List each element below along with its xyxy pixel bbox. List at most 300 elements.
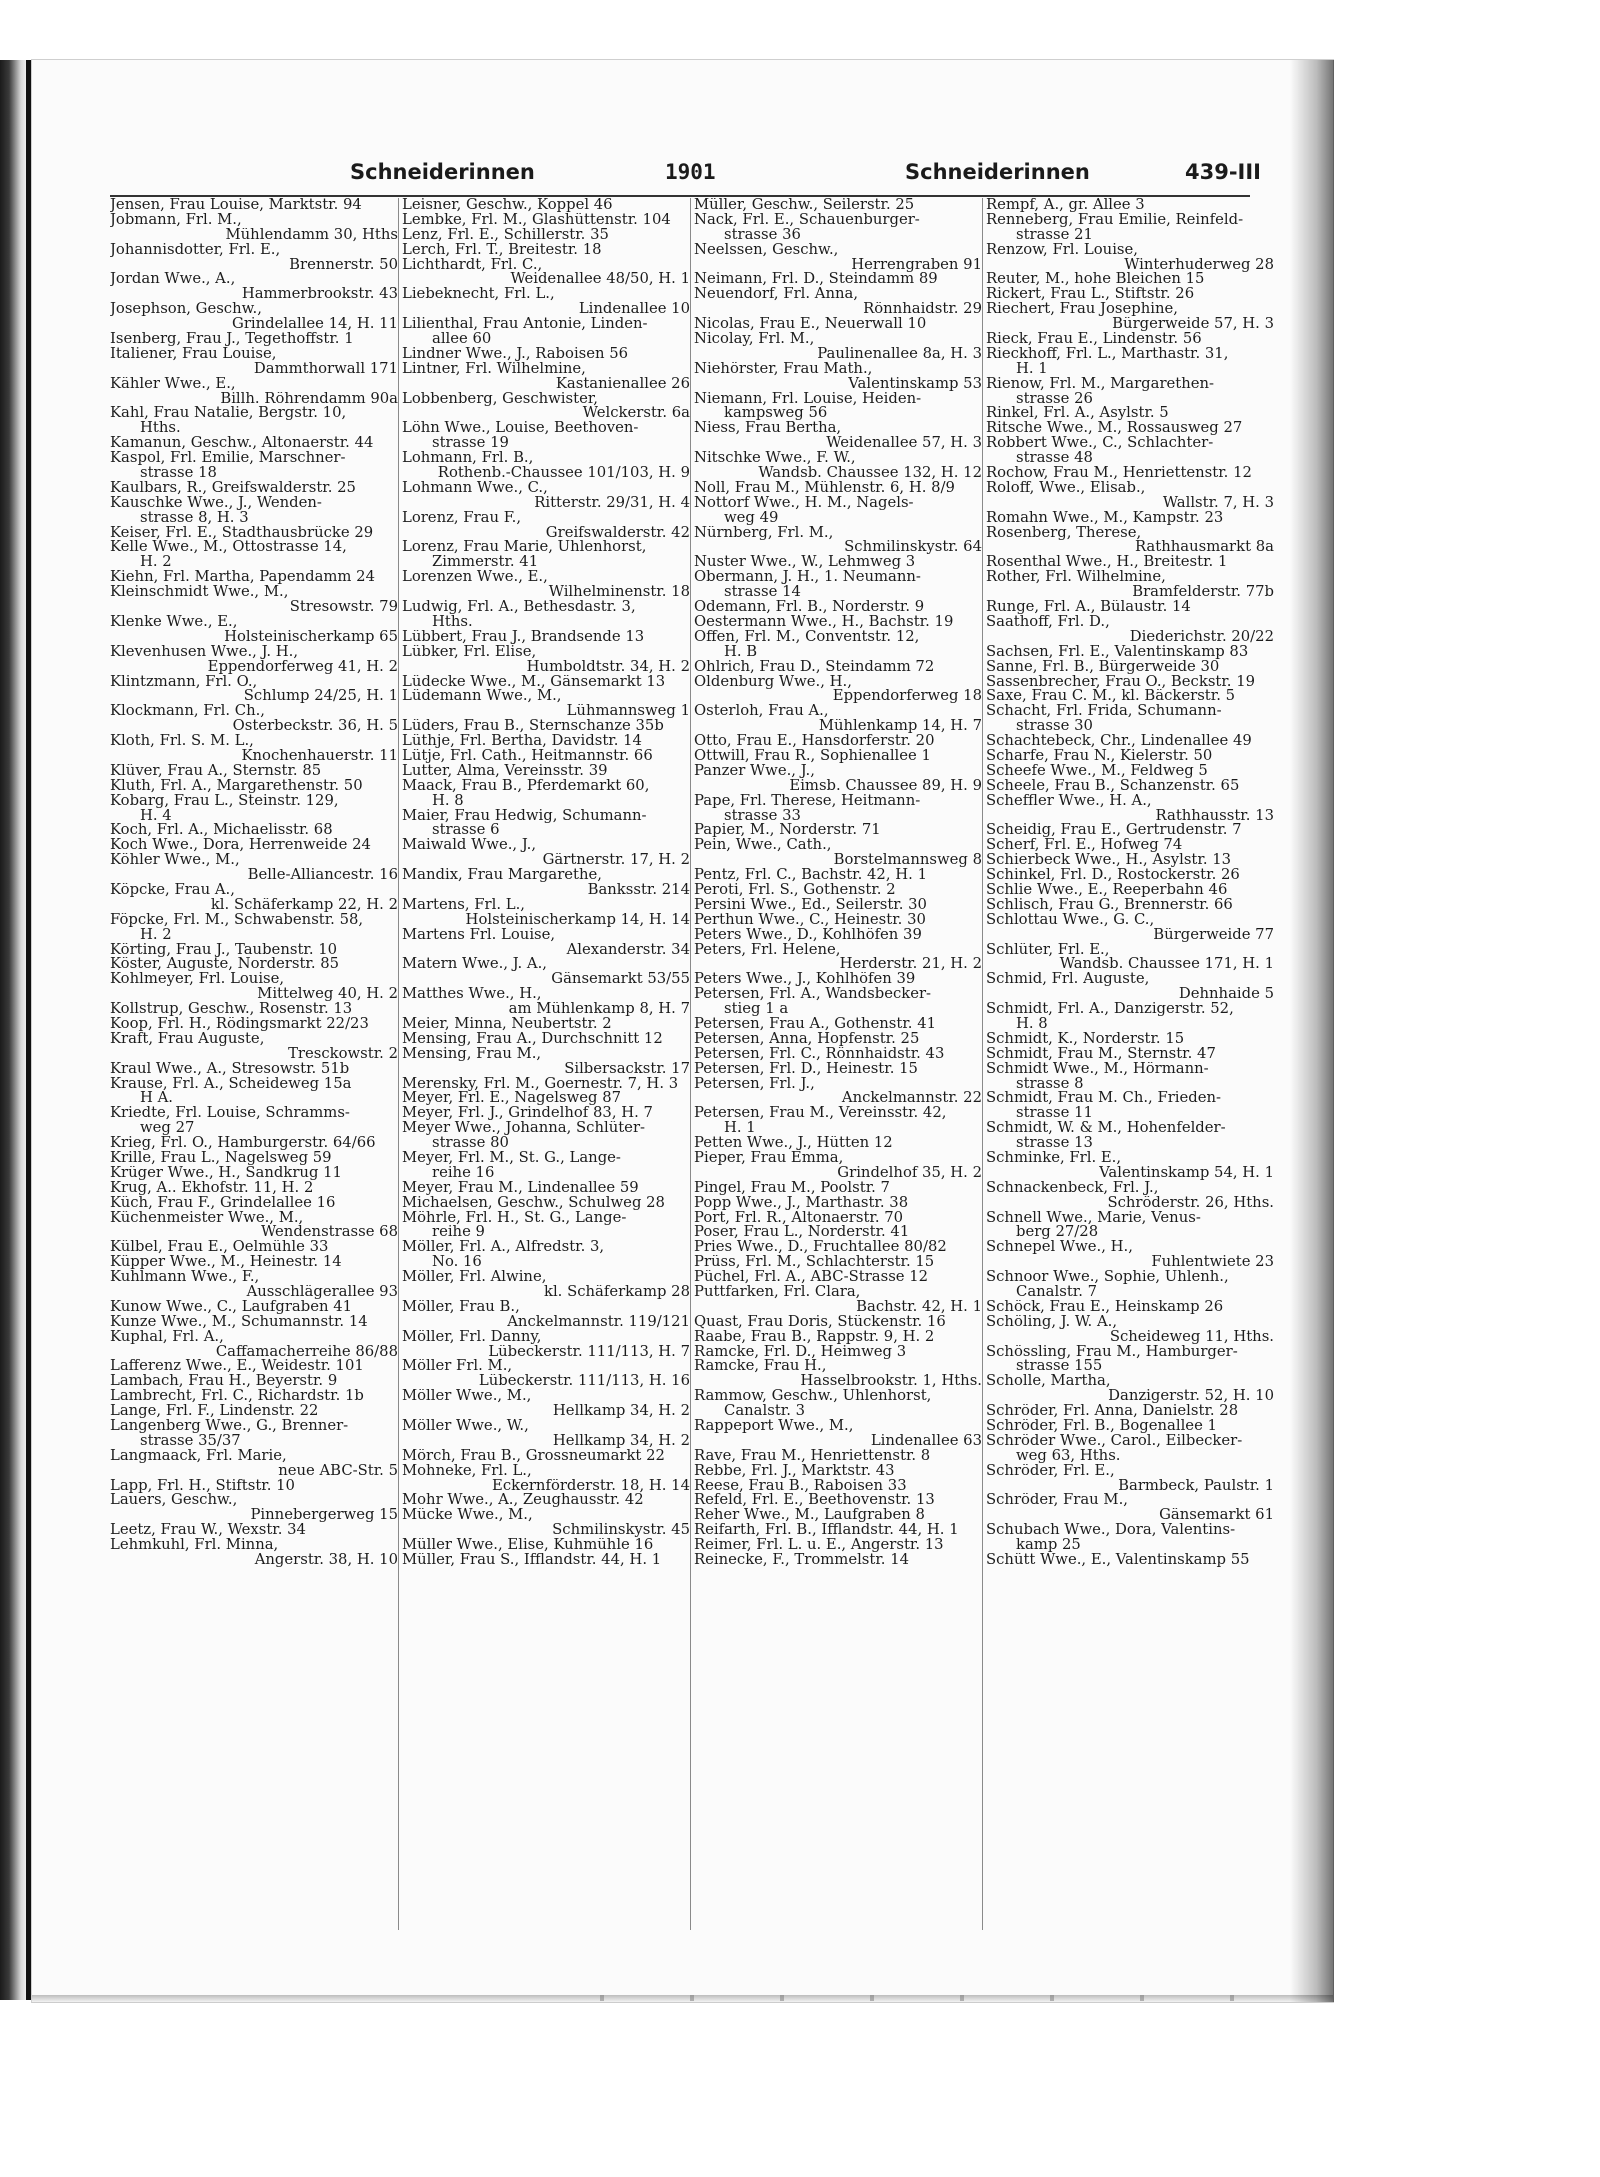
directory-entry-continuation: Alexanderstr. 34 bbox=[566, 942, 690, 958]
directory-entry: Scheidig, Frau E., Gertrudenstr. 7 bbox=[986, 823, 1242, 839]
directory-entry: Kaulbars, R., Greifswalderstr. 25 bbox=[110, 480, 356, 496]
directory-entry: Külbel, Frau E., Oelmühle 33 bbox=[110, 1240, 329, 1256]
directory-entry: Schmidt, Frau M. Ch., Frieden- bbox=[986, 1091, 1222, 1107]
directory-entry: Krille, Frau L., Nagelsweg 59 bbox=[110, 1151, 332, 1166]
directory-entry: Kohlmeyer, Frl. Louise, bbox=[110, 972, 285, 988]
directory-entry: Leetz, Frau W., Wexstr. 34 bbox=[110, 1523, 306, 1539]
directory-entry: Neelssen, Geschw., bbox=[694, 242, 839, 258]
directory-entry: Panzer Wwe., J., bbox=[694, 763, 815, 779]
directory-entry-continuation: Herrengraben 91 bbox=[851, 257, 982, 273]
directory-entry: Mohr Wwe., A., Zeughausstr. 42 bbox=[402, 1493, 644, 1509]
directory-entry: Rave, Frau M., Henriettenstr. 8 bbox=[694, 1448, 931, 1464]
directory-entry: Reher Wwe., M., Laufgraben 8 bbox=[694, 1508, 925, 1524]
directory-entry-continuation: Ritterstr. 29/31, H. 4 bbox=[534, 495, 690, 511]
directory-entry-continuation: Dehnhaide 5 bbox=[1178, 987, 1274, 1003]
directory-entry: Nicolas, Frau E., Neuerwall 10 bbox=[694, 317, 927, 333]
directory-entry-continuation: Winterhuderweg 28 bbox=[1124, 257, 1274, 273]
directory-entry-continuation: Schmilinskystr. 45 bbox=[552, 1523, 690, 1539]
directory-entry-continuation: Eppendorferweg 41, H. 2 bbox=[207, 659, 398, 675]
directory-entry: Klevenhusen Wwe., J. H., bbox=[110, 644, 299, 660]
directory-entry: Ottwill, Frau R., Sophienallee 1 bbox=[694, 748, 931, 764]
directory-entry: Saxe, Frau C. M., kl. Bäckerstr. 5 bbox=[986, 689, 1236, 705]
directory-entry: Kuphal, Frl. A., bbox=[110, 1329, 224, 1345]
directory-entry-continuation: Hasselbrookstr. 1, Hths. bbox=[800, 1374, 982, 1390]
directory-entry: Peters, Frl. Helene, bbox=[694, 942, 841, 958]
directory-entry: Meyer, Frl. J., Grindelhof 83, H. 7 bbox=[402, 1106, 653, 1122]
directory-entry: Scheffler Wwe., H. A., bbox=[986, 793, 1152, 809]
directory-entry-continuation: Lübeckerstr. 111/113, H. 7 bbox=[488, 1344, 690, 1360]
directory-entry: Scheefe Wwe., M., Feldweg 5 bbox=[986, 763, 1208, 779]
directory-entry-continuation: Barmbeck, Paulstr. 1 bbox=[1118, 1478, 1274, 1494]
directory-entry: Schmid, Frl. Auguste, bbox=[986, 972, 1150, 988]
directory-entry-continuation: H. 1 bbox=[724, 1121, 756, 1137]
directory-entry: Lambach, Frau H., Beyerstr. 9 bbox=[110, 1374, 338, 1390]
header-page-number: 439-III bbox=[1185, 160, 1261, 184]
directory-entry-continuation: reihe 16 bbox=[432, 1165, 495, 1181]
directory-entry: Lauers, Geschw., bbox=[110, 1493, 238, 1509]
directory-entry-continuation: Lindenallee 10 bbox=[578, 302, 690, 318]
directory-entry: Reese, Frau B., Raboisen 33 bbox=[694, 1478, 907, 1494]
directory-entry: Mandix, Frau Margarethe, bbox=[402, 868, 602, 883]
directory-entry: Püchel, Frl. A., ABC-Strasse 12 bbox=[694, 1270, 929, 1286]
directory-entry: Pieper, Frau Emma, bbox=[694, 1151, 844, 1166]
directory-entry: Rebbe, Frl. J., Marktstr. 43 bbox=[694, 1463, 895, 1479]
directory-entry-continuation: Anckelmannstr. 22 bbox=[841, 1091, 982, 1107]
directory-entry: Schmidt, Frau M., Sternstr. 47 bbox=[986, 1046, 1216, 1062]
directory-entry-continuation: Schmilinskystr. 64 bbox=[844, 540, 982, 556]
directory-entry: Rother, Frl. Wilhelmine, bbox=[986, 570, 1166, 586]
directory-entry: Otto, Frau E., Hansdorferstr. 20 bbox=[694, 734, 935, 749]
directory-entry: Papier, M., Norderstr. 71 bbox=[694, 823, 881, 839]
directory-entry-continuation: Valentinskamp 54, H. 1 bbox=[1099, 1165, 1274, 1181]
directory-entry-continuation: kl. Schäferkamp 22, H. 2 bbox=[210, 897, 398, 913]
directory-entry-continuation: Fuhlentwiete 23 bbox=[1151, 1255, 1274, 1271]
directory-entry-continuation: strasse 35/37 bbox=[140, 1433, 241, 1449]
directory-entry: Reimer, Frl. L. u. E., Angerstr. 13 bbox=[694, 1538, 944, 1554]
directory-entry: Prüss, Frl. M., Schlachterstr. 15 bbox=[694, 1255, 935, 1271]
directory-entry: Petersen, Frl. J., bbox=[694, 1076, 815, 1092]
directory-entry: Peters Wwe., J., Kohlhöfen 39 bbox=[694, 972, 916, 988]
directory-entry-continuation: Hellkamp 34, H. 2 bbox=[552, 1433, 690, 1449]
directory-entry-continuation: Knochenhauerstr. 11 bbox=[241, 748, 398, 764]
directory-entry-continuation: strasse 14 bbox=[724, 585, 801, 601]
directory-entry: Kelle Wwe., M., Ottostrasse 14, bbox=[110, 540, 347, 556]
directory-entry-continuation: Wallstr. 7, H. 3 bbox=[1162, 495, 1274, 511]
directory-entry: Petersen, Frau A., Gothenstr. 41 bbox=[694, 1016, 937, 1032]
directory-entry: Rienow, Frl. M., Margarethen- bbox=[986, 376, 1215, 392]
directory-entry: Schnoor Wwe., Sophie, Uhlenh., bbox=[986, 1270, 1229, 1286]
directory-entry: Nuster Wwe., W., Lehmweg 3 bbox=[694, 555, 916, 571]
directory-entry: Schnell Wwe., Marie, Venus- bbox=[986, 1210, 1201, 1226]
directory-entry: Martens Frl. Louise, bbox=[402, 927, 556, 943]
directory-entry-continuation: H. 8 bbox=[1016, 1016, 1048, 1032]
directory-entry: Lüdecke Wwe., M., Gänsemarkt 13 bbox=[402, 674, 666, 690]
directory-entry: Köhler Wwe., M., bbox=[110, 853, 240, 869]
directory-entry-continuation: Schröderstr. 26, Hths. bbox=[1107, 1195, 1274, 1211]
directory-entry: Möller, Frl. Danny, bbox=[402, 1329, 542, 1345]
directory-entry: Lerch, Frl. T., Breitestr. 18 bbox=[402, 242, 602, 258]
directory-entry: Lambrecht, Frl. C., Richardstr. 1b bbox=[110, 1389, 364, 1405]
directory-entry: Port, Frl. R., Altonaerstr. 70 bbox=[694, 1210, 904, 1226]
directory-entry: Lobbenberg, Geschwister, bbox=[402, 391, 598, 407]
directory-entry: Maier, Frau Hedwig, Schumann- bbox=[402, 808, 647, 824]
directory-entry: Lenz, Frl. E., Schillerstr. 35 bbox=[402, 227, 609, 243]
directory-entry-continuation: strasse 33 bbox=[724, 808, 801, 824]
directory-entry: Matthes Wwe., H., bbox=[402, 987, 542, 1003]
directory-entry: Krüger Wwe., H., Sandkrug 11 bbox=[110, 1165, 342, 1181]
directory-entry-continuation: weg 27 bbox=[140, 1121, 195, 1137]
directory-entry: Möller, Frl. Alwine, bbox=[402, 1270, 547, 1286]
directory-entry: Niess, Frau Bertha, bbox=[694, 421, 842, 437]
directory-entry: Schröder, Frl. B., Bogenallee 1 bbox=[986, 1419, 1217, 1434]
directory-entry-continuation: Wilhelminenstr. 18 bbox=[548, 585, 690, 601]
directory-entry: Petersen, Frl. A., Wandsbecker- bbox=[694, 987, 932, 1003]
directory-entry: Schmidt, W. & M., Hohenfelder- bbox=[986, 1121, 1226, 1137]
directory-entry: Lüdemann Wwe., M., bbox=[402, 689, 562, 705]
directory-entry-continuation: Wandsb. Chaussee 171, H. 1 bbox=[1059, 957, 1274, 973]
directory-entry: Matern Wwe., J. A., bbox=[402, 957, 548, 973]
page-header bbox=[110, 160, 1261, 190]
directory-entry: Schubach Wwe., Dora, Valentins- bbox=[986, 1523, 1236, 1539]
directory-entry: Schmidt, K., Norderstr. 15 bbox=[986, 1031, 1185, 1047]
directory-entry: Klintzmann, Frl. O., bbox=[110, 674, 258, 690]
directory-entry: Möller, Frau B., bbox=[402, 1299, 520, 1315]
directory-entry: Raabe, Frau B., Rappstr. 9, H. 2 bbox=[694, 1329, 935, 1345]
directory-entry: Schlüter, Frl. E., bbox=[986, 942, 1110, 958]
directory-entry: Refeld, Frl. E., Beethovenstr. 13 bbox=[694, 1493, 935, 1509]
directory-entry: Müller, Geschw., Seilerstr. 25 bbox=[694, 198, 915, 213]
directory-entry: Jordan Wwe., A., bbox=[110, 272, 236, 288]
directory-entry-continuation: Bürgerweide 57, H. 3 bbox=[1112, 317, 1274, 333]
directory-entry: Offen, Frl. M., Conventstr. 12, bbox=[694, 629, 920, 645]
directory-entry: Liebeknecht, Frl. L., bbox=[402, 287, 555, 303]
directory-entry-continuation: Rönnhaidstr. 29 bbox=[863, 302, 982, 318]
directory-entry: Meyer, Frl. M., St. G., Lange- bbox=[402, 1151, 621, 1166]
directory-entry: Schachtebeck, Chr., Lindenallee 49 bbox=[986, 734, 1252, 749]
directory-entry-continuation: Grindelhof 35, H. 2 bbox=[837, 1165, 982, 1181]
directory-entry: Roloff, Wwe., Elisab., bbox=[986, 480, 1146, 496]
directory-entry: Rosenberg, Therese, bbox=[986, 525, 1142, 541]
directory-entry-continuation: strasse 19 bbox=[432, 436, 509, 452]
directory-entry-continuation: Mühlenkamp 14, H. 7 bbox=[818, 719, 982, 735]
directory-entry: Köster, Auguste, Norderstr. 85 bbox=[110, 957, 340, 973]
directory-entry: Perthun Wwe., C., Heinestr. 30 bbox=[694, 912, 926, 928]
directory-entry: Petersen, Frl. D., Heinestr. 15 bbox=[694, 1061, 918, 1077]
directory-entry: Runge, Frl. A., Bülaustr. 14 bbox=[986, 600, 1191, 615]
directory-entry-continuation: H. 8 bbox=[432, 793, 464, 809]
directory-entry: Persini Wwe., Ed., Seilerstr. 30 bbox=[694, 897, 927, 913]
directory-entry-continuation: allee 60 bbox=[432, 332, 492, 347]
directory-entry: Johannisdotter, Frl. E., bbox=[110, 242, 281, 258]
directory-entry-continuation: Holsteinischerkamp 14, H. 14 bbox=[465, 912, 690, 928]
directory-entry: Renzow, Frl. Louise, bbox=[986, 242, 1138, 258]
directory-entry: Peroti, Frl. S., Gothenstr. 2 bbox=[694, 882, 896, 898]
directory-entry: Küch, Frau F., Grindelallee 16 bbox=[110, 1195, 336, 1211]
directory-entry: Josephson, Geschw., bbox=[110, 302, 262, 318]
directory-entry-continuation: H. 2 bbox=[140, 555, 172, 571]
directory-entry: Nottorf Wwe., H. M., Nagels- bbox=[694, 495, 914, 511]
directory-entry: Ramcke, Frl. D., Heimweg 3 bbox=[694, 1344, 907, 1360]
directory-entry: Lichthardt, Frl. C., bbox=[402, 257, 543, 273]
directory-entry: Noll, Frau M., Mühlenstr. 6, H. 8/9 bbox=[694, 480, 955, 496]
directory-entry: Krause, Frl. A., Scheideweg 15a bbox=[110, 1076, 352, 1092]
directory-entry: Schmidt Wwe., M., Hörmann- bbox=[986, 1061, 1209, 1077]
directory-entry-continuation: Lühmannsweg 1 bbox=[566, 704, 690, 720]
directory-entry: Popp Wwe., J., Marthastr. 38 bbox=[694, 1195, 909, 1211]
directory-entry-continuation: H A. bbox=[140, 1091, 173, 1107]
directory-entry-continuation: Diederichstr. 20/22 bbox=[1129, 629, 1274, 645]
directory-entry: Rammow, Geschw., Uhlenhorst, bbox=[694, 1389, 932, 1405]
directory-entry: Rochow, Frau M., Henriettenstr. 12 bbox=[986, 466, 1252, 481]
directory-entry-continuation: strasse 11 bbox=[1016, 1106, 1093, 1122]
directory-entry-continuation: Gänsemarkt 61 bbox=[1159, 1508, 1274, 1524]
directory-entry: Meier, Minna, Neubertstr. 2 bbox=[402, 1016, 612, 1032]
directory-entry: Langmaack, Frl. Marie, bbox=[110, 1448, 287, 1464]
directory-entry: Lafferenz Wwe., E., Weidestr. 101 bbox=[110, 1359, 364, 1375]
directory-entry: Quast, Frau Doris, Stückenstr. 16 bbox=[694, 1314, 946, 1330]
directory-entry: Maiwald Wwe., J., bbox=[402, 838, 537, 854]
directory-entry: Mörch, Frau B., Grossneumarkt 22 bbox=[402, 1448, 665, 1464]
directory-entry: Kloth, Frl. S. M. L., bbox=[110, 734, 254, 749]
directory-entry: Kraul Wwe., A., Stresowstr. 51b bbox=[110, 1061, 350, 1077]
directory-entry-continuation: Grindelallee 14, H. 11 bbox=[232, 317, 398, 333]
directory-entry-continuation: stieg 1 a bbox=[724, 1002, 789, 1017]
directory-entry-continuation: Zimmerstr. 41 bbox=[432, 555, 539, 571]
directory-entry-continuation: Mühlendamm 30, Hths bbox=[225, 227, 398, 243]
directory-entry-continuation: Greifswalderstr. 42 bbox=[545, 525, 690, 541]
directory-entry: Rempf, A., gr. Allee 3 bbox=[986, 198, 1145, 213]
directory-entry-continuation: am Mühlenkamp 8, H. 7 bbox=[508, 1002, 690, 1017]
directory-entry: Rappeport Wwe., M., bbox=[694, 1419, 854, 1434]
directory-entry-continuation: H. 1 bbox=[1016, 361, 1048, 377]
directory-entry: Köpcke, Frau A., bbox=[110, 882, 235, 898]
directory-entry-continuation: Billh. Röhrendamm 90a bbox=[220, 391, 398, 407]
directory-entry: Kluth, Frl. A., Margarethenstr. 50 bbox=[110, 778, 363, 794]
directory-entry: Saathoff, Frl. D., bbox=[986, 614, 1110, 630]
page-bottom-marks bbox=[560, 1995, 1320, 2001]
directory-entry: Nürnberg, Frl. M., bbox=[694, 525, 834, 541]
directory-column-1 bbox=[110, 198, 400, 1568]
directory-entry: Lindner Wwe., J., Raboisen 56 bbox=[402, 346, 629, 362]
directory-entry: Mücke Wwe., M., bbox=[402, 1508, 533, 1524]
directory-entry: Möller Frl. M., bbox=[402, 1359, 513, 1375]
directory-entry: Krieg, Frl. O., Hamburgerstr. 64/66 bbox=[110, 1136, 376, 1151]
directory-entry: Schöling, J. W. A., bbox=[986, 1314, 1118, 1330]
directory-entry-continuation: strasse 30 bbox=[1016, 719, 1093, 735]
directory-entry-continuation: Hths. bbox=[432, 614, 473, 630]
directory-entry: Italiener, Frau Louise, bbox=[110, 346, 277, 362]
directory-entry: Schlisch, Frau G., Brennerstr. 66 bbox=[986, 897, 1233, 913]
directory-entry: Mensing, Frau M., bbox=[402, 1046, 542, 1062]
directory-entry: Lohmann, Frl. B., bbox=[402, 451, 534, 467]
directory-entry: Lapp, Frl. H., Stiftstr. 10 bbox=[110, 1478, 295, 1494]
directory-entry: Odemann, Frl. B., Norderstr. 9 bbox=[694, 600, 925, 615]
directory-entry-continuation: Anckelmannstr. 119/121 bbox=[507, 1314, 690, 1330]
directory-entry: Neuendorf, Frl. Anna, bbox=[694, 287, 859, 303]
directory-entry-continuation: Osterbeckstr. 36, H. 5 bbox=[232, 719, 398, 735]
directory-entry-continuation: Paulinenallee 8a, H. 3 bbox=[817, 346, 982, 362]
directory-entry: Pries Wwe., D., Fruchtallee 80/82 bbox=[694, 1240, 947, 1256]
directory-entry: Petersen, Anna, Hopfenstr. 25 bbox=[694, 1031, 920, 1047]
directory-entry: Merensky, Frl. M., Goernestr. 7, H. 3 bbox=[402, 1076, 679, 1092]
directory-entry: Kollstrup, Geschw., Rosenstr. 13 bbox=[110, 1002, 353, 1017]
directory-entry: Scherf, Frl. E., Hofweg 74 bbox=[986, 838, 1183, 854]
directory-entry: Kunze Wwe., M., Schumannstr. 14 bbox=[110, 1314, 368, 1330]
directory-entry-continuation: Tresckowstr. 2 bbox=[288, 1046, 398, 1062]
directory-entry-continuation: Hths. bbox=[140, 421, 181, 437]
directory-entry: Maack, Frau B., Pferdemarkt 60, bbox=[402, 778, 650, 794]
directory-entry-continuation: Mittelweg 40, H. 2 bbox=[257, 987, 398, 1003]
directory-entry-continuation: Danzigerstr. 52, H. 10 bbox=[1108, 1389, 1274, 1405]
directory-entry: Koch Wwe., Dora, Herrenweide 24 bbox=[110, 838, 371, 854]
header-left-title: Schneiderinnen bbox=[350, 160, 535, 184]
directory-entry: Schlottau Wwe., G. C., bbox=[986, 912, 1155, 928]
directory-entry-continuation: Kastanienallee 26 bbox=[555, 376, 690, 392]
directory-entry: Kauschke Wwe., J., Wenden- bbox=[110, 495, 322, 511]
directory-entry: Schinkel, Frl. D., Rostockerstr. 26 bbox=[986, 868, 1240, 883]
header-right-title: Schneiderinnen bbox=[905, 160, 1090, 184]
directory-entry-continuation: strasse 36 bbox=[724, 227, 801, 243]
directory-entry: Klockmann, Frl. Ch., bbox=[110, 704, 266, 720]
header-rule bbox=[110, 195, 1250, 197]
directory-entry: Lutter, Alma, Vereinsstr. 39 bbox=[402, 763, 608, 779]
directory-entry: Schminke, Frl. E., bbox=[986, 1151, 1122, 1166]
directory-entry-continuation: Canalstr. 3 bbox=[724, 1404, 806, 1420]
directory-entry: Lintner, Frl. Wilhelmine, bbox=[402, 361, 586, 377]
directory-entry-continuation: kl. Schäferkamp 28 bbox=[543, 1285, 690, 1300]
directory-entry: Langenberg Wwe., G., Brenner- bbox=[110, 1419, 349, 1434]
directory-entry: Kaspol, Frl. Emilie, Marschner- bbox=[110, 451, 346, 467]
directory-entry-continuation: weg 49 bbox=[724, 510, 779, 526]
directory-entry: Lorenz, Frau Marie, Uhlenhorst, bbox=[402, 540, 647, 556]
directory-entry: Kleinschmidt Wwe., M., bbox=[110, 585, 289, 601]
directory-entry-continuation: Borstelmannsweg 8 bbox=[833, 853, 982, 869]
directory-entry: Müller Wwe., Elise, Kuhmühle 16 bbox=[402, 1538, 654, 1554]
directory-entry-continuation: H. 4 bbox=[140, 808, 172, 824]
directory-entry: Lübbert, Frau J., Brandsende 13 bbox=[402, 629, 645, 645]
directory-entry-continuation: strasse 18 bbox=[140, 466, 217, 481]
directory-entry: Rinkel, Frl. A., Asylstr. 5 bbox=[986, 406, 1169, 422]
directory-entry-continuation: Gänsemarkt 53/55 bbox=[551, 972, 690, 988]
directory-entry: Meyer, Frl. E., Nagelsweg 87 bbox=[402, 1091, 622, 1107]
directory-entry: Schlie Wwe., E., Reeperbahn 46 bbox=[986, 882, 1228, 898]
directory-entry-continuation: strasse 21 bbox=[1016, 227, 1093, 243]
directory-entry-continuation: Rathhausmarkt 8a bbox=[1134, 540, 1274, 556]
directory-entry: Reinecke, F., Trommelstr. 14 bbox=[694, 1553, 910, 1568]
directory-entry: Lübker, Frl. Elise, bbox=[402, 644, 537, 660]
directory-entry: Kunow Wwe., C., Laufgraben 41 bbox=[110, 1299, 353, 1315]
directory-entry: Sanne, Frl. B., Bürgerweide 30 bbox=[986, 659, 1220, 675]
directory-entry-continuation: Humboldtstr. 34, H. 2 bbox=[526, 659, 690, 675]
directory-entry: Lehmkuhl, Frl. Minna, bbox=[110, 1538, 279, 1554]
directory-entry-continuation: Belle-Alliancestr. 16 bbox=[247, 868, 398, 883]
directory-entry-continuation: Caffamacherreihe 86/88 bbox=[215, 1344, 398, 1360]
directory-entry: Scharfe, Frau N., Kielerstr. 50 bbox=[986, 748, 1213, 764]
directory-entry: Scholle, Martha, bbox=[986, 1374, 1111, 1390]
directory-entry: Rosenthal Wwe., H., Breitestr. 1 bbox=[986, 555, 1228, 571]
directory-entry: Ohlrich, Frau D., Steindamm 72 bbox=[694, 659, 935, 675]
directory-entry-continuation: Ausschlägerallee 93 bbox=[246, 1285, 398, 1300]
directory-entry-continuation: No. 16 bbox=[432, 1255, 482, 1271]
directory-entry-continuation: kamp 25 bbox=[1016, 1538, 1081, 1554]
directory-entry: Rieck, Frau E., Lindenstr. 56 bbox=[986, 332, 1202, 347]
directory-entry: Nicolay, Frl. M., bbox=[694, 332, 815, 347]
directory-entry-continuation: Holsteinischerkamp 65 bbox=[224, 629, 398, 645]
directory-entry: Mohneke, Frl. L., bbox=[402, 1463, 532, 1479]
directory-entry: Schnackenbeck, Frl. J., bbox=[986, 1180, 1159, 1196]
directory-entry: Ludwig, Frl. A., Bethesdastr. 3, bbox=[402, 600, 636, 615]
directory-entry: Pape, Frl. Therese, Heitmann- bbox=[694, 793, 921, 809]
directory-entry: Schacht, Frl. Frida, Schumann- bbox=[986, 704, 1222, 720]
directory-entry-continuation: strasse 8, H. 3 bbox=[140, 510, 249, 526]
directory-entry: Schnepel Wwe., H., bbox=[986, 1240, 1133, 1256]
directory-entry-continuation: strasse 80 bbox=[432, 1136, 509, 1151]
directory-entry: Sassenbrecher, Frau O., Beckstr. 19 bbox=[986, 674, 1256, 690]
directory-entry: Schröder, Frl. Anna, Danielstr. 28 bbox=[986, 1404, 1239, 1420]
directory-entry-continuation: strasse 48 bbox=[1016, 451, 1093, 467]
directory-entry: Obermann, J. H., 1. Neumann- bbox=[694, 570, 921, 586]
directory-entry: Pein, Wwe., Cath., bbox=[694, 838, 832, 854]
directory-entry: Lorenz, Frau F., bbox=[402, 510, 522, 526]
directory-entry: Nitschke Wwe., F. W., bbox=[694, 451, 856, 467]
directory-entry-continuation: Dammthorwall 171 bbox=[253, 361, 398, 377]
directory-entry: Müller, Frau S., Ifflandstr. 44, H. 1 bbox=[402, 1553, 662, 1568]
directory-entry: Michaelsen, Geschw., Schulweg 28 bbox=[402, 1195, 665, 1211]
directory-entry-continuation: Bachstr. 42, H. 1 bbox=[856, 1299, 982, 1315]
directory-entry: Rieckhoff, Frl. L., Marthastr. 31, bbox=[986, 346, 1229, 362]
directory-entry: Kamanun, Geschw., Altonaerstr. 44 bbox=[110, 436, 374, 452]
directory-entry: Ritsche Wwe., M., Rossausweg 27 bbox=[986, 421, 1243, 437]
directory-entry: Robbert Wwe., C., Schlachter- bbox=[986, 436, 1214, 452]
directory-entry: Möhrle, Frl. H., St. G., Lange- bbox=[402, 1210, 627, 1226]
directory-entry-continuation: Bramfelderstr. 77b bbox=[1132, 585, 1274, 601]
directory-entry-continuation: berg 27/28 bbox=[1016, 1225, 1099, 1241]
directory-entry: Lembke, Frl. M., Glashüttenstr. 104 bbox=[402, 212, 671, 228]
directory-entry: Puttfarken, Frl. Clara, bbox=[694, 1285, 861, 1300]
directory-entry: Krug, A.. Ekhofstr. 11, H. 2 bbox=[110, 1180, 314, 1196]
directory-entry: Petten Wwe., J., Hütten 12 bbox=[694, 1136, 893, 1151]
directory-entry: Koch, Frl. A., Michaelisstr. 68 bbox=[110, 823, 333, 839]
page-edge-shadow bbox=[1290, 60, 1334, 2002]
directory-entry: Schierbeck Wwe., H., Asylstr. 13 bbox=[986, 853, 1232, 869]
directory-entry: Löhn Wwe., Louise, Beethoven- bbox=[402, 421, 639, 437]
directory-entry-continuation: Pinnebergerweg 15 bbox=[250, 1508, 398, 1524]
directory-entry: Ramcke, Frau H., bbox=[694, 1359, 827, 1375]
directory-entry-continuation: reihe 9 bbox=[432, 1225, 485, 1241]
directory-entry: Keiser, Frl. E., Stadthausbrücke 29 bbox=[110, 525, 374, 541]
directory-column-4 bbox=[986, 198, 1276, 1568]
directory-entry: Koop, Frl. H., Rödingsmarkt 22/23 bbox=[110, 1016, 369, 1032]
directory-entry-continuation: strasse 26 bbox=[1016, 391, 1093, 407]
directory-entry: Körting, Frau J., Taubenstr. 10 bbox=[110, 942, 338, 958]
directory-entry-continuation: Wendenstrasse 68 bbox=[261, 1225, 398, 1241]
directory-entry: Pingel, Frau M., Poolstr. 7 bbox=[694, 1180, 890, 1196]
directory-entry: Scheele, Frau B., Schanzenstr. 65 bbox=[986, 778, 1240, 794]
directory-entry: Niehörster, Frau Math., bbox=[694, 361, 873, 377]
directory-entry-continuation: Gärtnerstr. 17, H. 2 bbox=[542, 853, 690, 869]
directory-entry: Möller Wwe., W., bbox=[402, 1419, 529, 1434]
directory-entry: Lohmann Wwe., C., bbox=[402, 480, 548, 496]
directory-entry: Jobmann, Frl. M., bbox=[110, 212, 242, 228]
directory-entry: Lüthje, Frl. Bertha, Davidstr. 14 bbox=[402, 734, 642, 749]
directory-entry: Föpcke, Frl. M., Schwabenstr. 58, bbox=[110, 912, 364, 928]
directory-entry-continuation: Weidenallee 57, H. 3 bbox=[826, 436, 982, 452]
directory-entry: Schöck, Frau E., Heinskamp 26 bbox=[986, 1299, 1224, 1315]
directory-entry-continuation: Canalstr. 7 bbox=[1016, 1285, 1098, 1300]
directory-entry: Reifarth, Frl. B., Ifflandstr. 44, H. 1 bbox=[694, 1523, 959, 1539]
directory-entry-continuation: Herderstr. 21, H. 2 bbox=[839, 957, 982, 973]
directory-entry: Oestermann Wwe., H., Bachstr. 19 bbox=[694, 614, 954, 630]
